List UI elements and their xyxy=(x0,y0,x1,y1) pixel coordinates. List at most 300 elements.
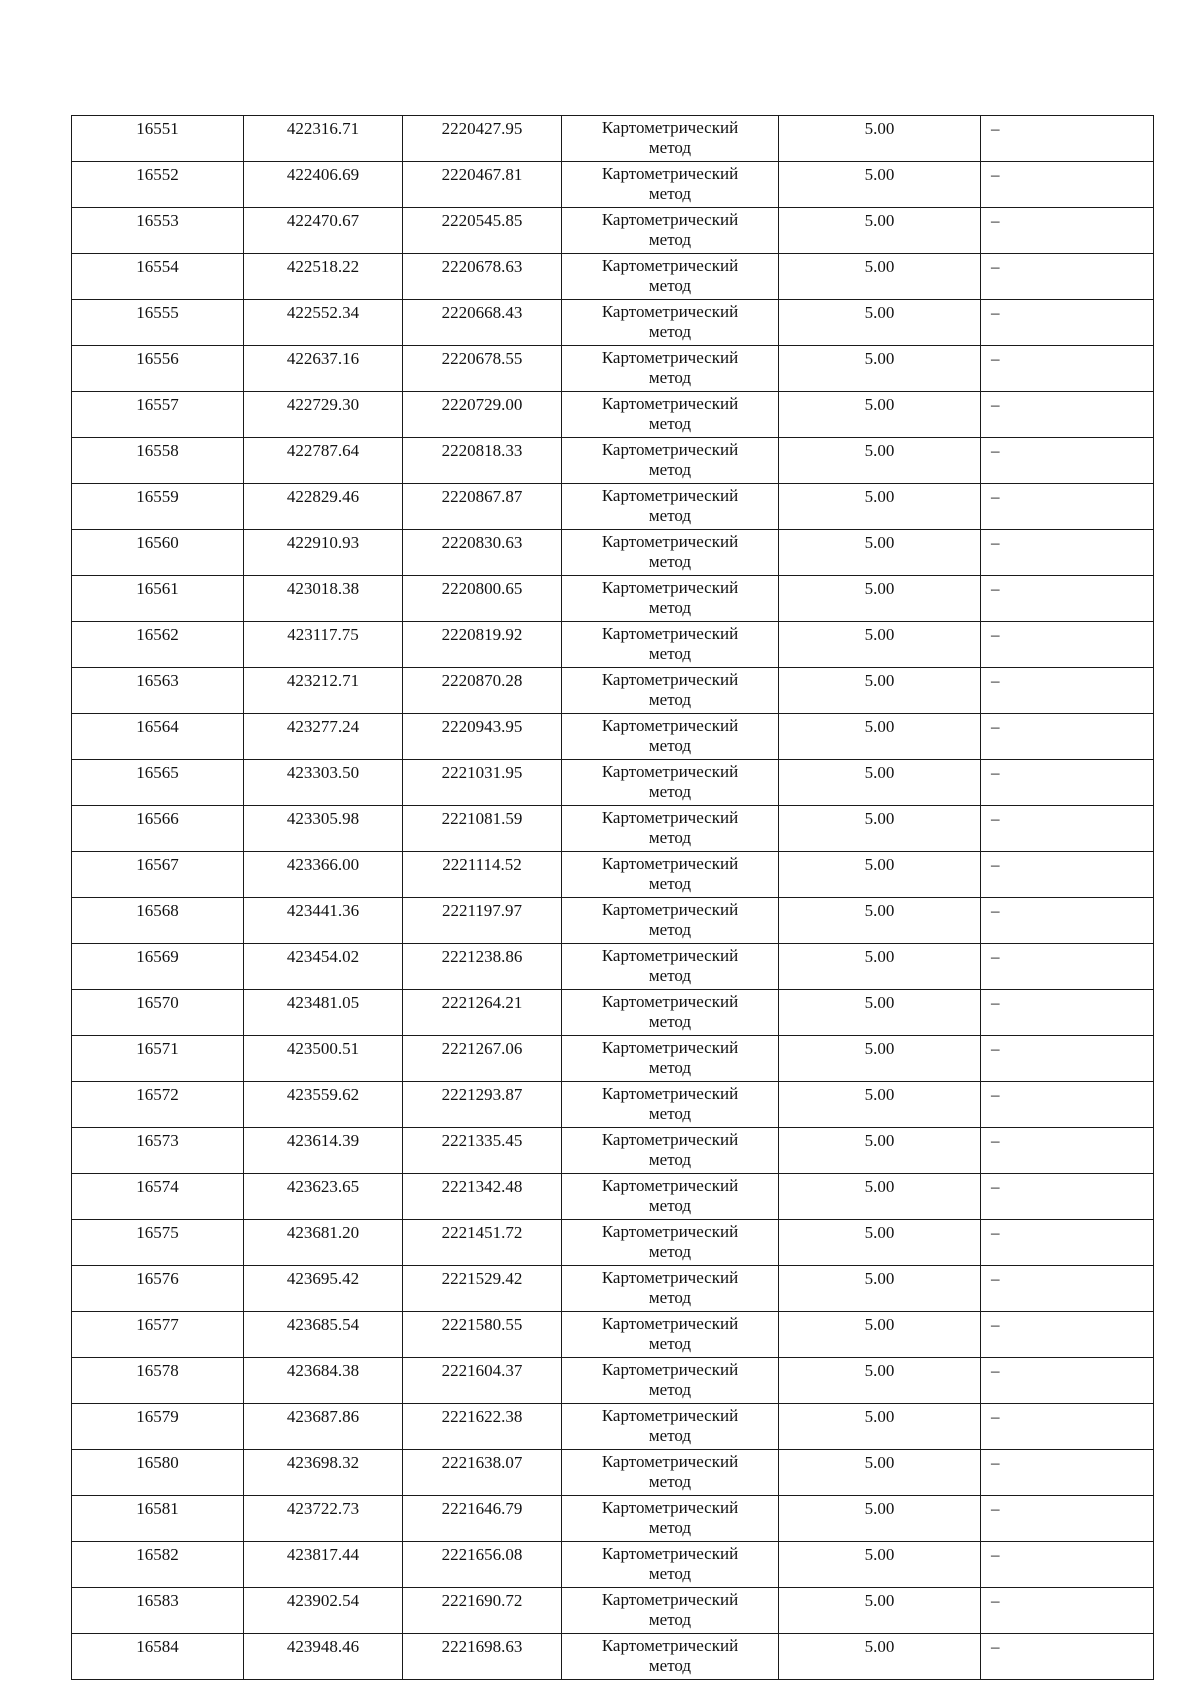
x-coordinate-cell: 423441.36 xyxy=(244,898,403,944)
y-coordinate-cell: 2221690.72 xyxy=(403,1588,562,1634)
point-number-cell: 16576 xyxy=(72,1266,244,1312)
table-row xyxy=(72,1128,1154,1174)
point-number-cell: 16584 xyxy=(72,1634,244,1680)
x-coordinate-cell: 423681.20 xyxy=(244,1220,403,1266)
table-row xyxy=(72,990,1154,1036)
method-line-1: Картометрический xyxy=(601,1038,739,1057)
method-line-2: метод xyxy=(648,138,692,157)
method-line-1: Картометрический xyxy=(601,946,739,965)
point-number-cell: 16560 xyxy=(72,530,244,576)
method-line-2: метод xyxy=(648,230,692,249)
method-line-2: метод xyxy=(648,1104,692,1123)
table-row xyxy=(72,1174,1154,1220)
x-coordinate-cell: 423902.54 xyxy=(244,1588,403,1634)
table-row xyxy=(72,530,1154,576)
accuracy-cell: 5.00 xyxy=(779,346,981,392)
method-line-2: метод xyxy=(648,1426,692,1445)
point-number-cell: 16569 xyxy=(72,944,244,990)
note-cell: – xyxy=(981,1404,1154,1450)
method-line-1: Картометрический xyxy=(601,1544,739,1563)
accuracy-cell: 5.00 xyxy=(779,1450,981,1496)
x-coordinate-cell: 423481.05 xyxy=(244,990,403,1036)
note-cell: – xyxy=(981,898,1154,944)
x-coordinate-cell: 423212.71 xyxy=(244,668,403,714)
y-coordinate-cell: 2220867.87 xyxy=(403,484,562,530)
point-number-cell: 16572 xyxy=(72,1082,244,1128)
table-row xyxy=(72,346,1154,392)
x-coordinate-cell: 422470.67 xyxy=(244,208,403,254)
method-line-2: метод xyxy=(648,782,692,801)
accuracy-cell: 5.00 xyxy=(779,852,981,898)
point-number-cell: 16568 xyxy=(72,898,244,944)
method-line-1: Картометрический xyxy=(601,532,739,551)
y-coordinate-cell: 2221451.72 xyxy=(403,1220,562,1266)
x-coordinate-cell: 422829.46 xyxy=(244,484,403,530)
y-coordinate-cell: 2221580.55 xyxy=(403,1312,562,1358)
note-cell: – xyxy=(981,1634,1154,1680)
method-cell xyxy=(562,1588,779,1634)
y-coordinate-cell: 2221646.79 xyxy=(403,1496,562,1542)
x-coordinate-cell: 422637.16 xyxy=(244,346,403,392)
accuracy-cell: 5.00 xyxy=(779,392,981,438)
y-coordinate-cell: 2220870.28 xyxy=(403,668,562,714)
accuracy-cell: 5.00 xyxy=(779,1312,981,1358)
method-line-1: Картометрический xyxy=(601,256,739,275)
method-cell xyxy=(562,1450,779,1496)
note-cell: – xyxy=(981,760,1154,806)
y-coordinate-cell: 2221335.45 xyxy=(403,1128,562,1174)
table-row xyxy=(72,438,1154,484)
table-row xyxy=(72,714,1154,760)
y-coordinate-cell: 2221698.63 xyxy=(403,1634,562,1680)
table-row xyxy=(72,1220,1154,1266)
method-line-2: метод xyxy=(648,1058,692,1077)
method-line-1: Картометрический xyxy=(601,716,739,735)
note-cell: – xyxy=(981,806,1154,852)
method-cell xyxy=(562,300,779,346)
method-cell xyxy=(562,1220,779,1266)
accuracy-cell: 5.00 xyxy=(779,714,981,760)
point-number-cell: 16558 xyxy=(72,438,244,484)
note-cell: – xyxy=(981,944,1154,990)
y-coordinate-cell: 2220943.95 xyxy=(403,714,562,760)
method-line-2: метод xyxy=(648,874,692,893)
y-coordinate-cell: 2221529.42 xyxy=(403,1266,562,1312)
method-line-2: метод xyxy=(648,414,692,433)
x-coordinate-cell: 423623.65 xyxy=(244,1174,403,1220)
method-cell xyxy=(562,484,779,530)
table-row xyxy=(72,254,1154,300)
table-row xyxy=(72,852,1154,898)
method-line-2: метод xyxy=(648,1196,692,1215)
note-cell: – xyxy=(981,1082,1154,1128)
method-line-2: метод xyxy=(648,966,692,985)
point-number-cell: 16575 xyxy=(72,1220,244,1266)
method-cell xyxy=(562,392,779,438)
x-coordinate-cell: 423559.62 xyxy=(244,1082,403,1128)
x-coordinate-cell: 423117.75 xyxy=(244,622,403,668)
point-number-cell: 16578 xyxy=(72,1358,244,1404)
table-row xyxy=(72,1634,1154,1680)
accuracy-cell: 5.00 xyxy=(779,438,981,484)
method-cell xyxy=(562,576,779,622)
note-cell: – xyxy=(981,484,1154,530)
method-line-1: Картометрический xyxy=(601,302,739,321)
method-cell xyxy=(562,1358,779,1404)
table-row xyxy=(72,898,1154,944)
y-coordinate-cell: 2221638.07 xyxy=(403,1450,562,1496)
method-line-1: Картометрический xyxy=(601,900,739,919)
y-coordinate-cell: 2221342.48 xyxy=(403,1174,562,1220)
method-line-2: метод xyxy=(648,368,692,387)
method-cell xyxy=(562,1404,779,1450)
table-row xyxy=(72,208,1154,254)
y-coordinate-cell: 2220800.65 xyxy=(403,576,562,622)
x-coordinate-cell: 423684.38 xyxy=(244,1358,403,1404)
x-coordinate-cell: 423305.98 xyxy=(244,806,403,852)
method-cell xyxy=(562,162,779,208)
accuracy-cell: 5.00 xyxy=(779,1266,981,1312)
x-coordinate-cell: 422316.71 xyxy=(244,116,403,162)
note-cell: – xyxy=(981,1542,1154,1588)
point-number-cell: 16566 xyxy=(72,806,244,852)
point-number-cell: 16573 xyxy=(72,1128,244,1174)
method-line-2: метод xyxy=(648,506,692,525)
x-coordinate-cell: 423817.44 xyxy=(244,1542,403,1588)
x-coordinate-cell: 422910.93 xyxy=(244,530,403,576)
method-cell xyxy=(562,852,779,898)
method-line-1: Картометрический xyxy=(601,1176,739,1195)
x-coordinate-cell: 423277.24 xyxy=(244,714,403,760)
note-cell: – xyxy=(981,1220,1154,1266)
method-cell xyxy=(562,1036,779,1082)
x-coordinate-cell: 423500.51 xyxy=(244,1036,403,1082)
method-line-1: Картометрический xyxy=(601,440,739,459)
accuracy-cell: 5.00 xyxy=(779,1588,981,1634)
note-cell: – xyxy=(981,576,1154,622)
y-coordinate-cell: 2220830.63 xyxy=(403,530,562,576)
method-cell xyxy=(562,346,779,392)
method-line-1: Картометрический xyxy=(601,1498,739,1517)
y-coordinate-cell: 2220467.81 xyxy=(403,162,562,208)
point-number-cell: 16551 xyxy=(72,116,244,162)
note-cell: – xyxy=(981,530,1154,576)
point-number-cell: 16565 xyxy=(72,760,244,806)
x-coordinate-cell: 423614.39 xyxy=(244,1128,403,1174)
method-cell xyxy=(562,1128,779,1174)
method-line-1: Картометрический xyxy=(601,1084,739,1103)
method-cell xyxy=(562,116,779,162)
x-coordinate-cell: 422787.64 xyxy=(244,438,403,484)
method-line-1: Картометрический xyxy=(601,578,739,597)
method-line-2: метод xyxy=(648,460,692,479)
method-line-1: Картометрический xyxy=(601,1590,739,1609)
accuracy-cell: 5.00 xyxy=(779,1634,981,1680)
table-row xyxy=(72,806,1154,852)
point-number-cell: 16570 xyxy=(72,990,244,1036)
note-cell: – xyxy=(981,1312,1154,1358)
note-cell: – xyxy=(981,852,1154,898)
point-number-cell: 16577 xyxy=(72,1312,244,1358)
method-line-1: Картометрический xyxy=(601,348,739,367)
point-number-cell: 16559 xyxy=(72,484,244,530)
y-coordinate-cell: 2221622.38 xyxy=(403,1404,562,1450)
coordinates-table xyxy=(71,115,1154,1680)
table-row xyxy=(72,484,1154,530)
method-line-2: метод xyxy=(648,644,692,663)
method-cell xyxy=(562,530,779,576)
accuracy-cell: 5.00 xyxy=(779,254,981,300)
table-row xyxy=(72,1404,1154,1450)
method-line-1: Картометрический xyxy=(601,486,739,505)
note-cell: – xyxy=(981,1036,1154,1082)
point-number-cell: 16564 xyxy=(72,714,244,760)
x-coordinate-cell: 422552.34 xyxy=(244,300,403,346)
accuracy-cell: 5.00 xyxy=(779,484,981,530)
note-cell: – xyxy=(981,300,1154,346)
y-coordinate-cell: 2220678.63 xyxy=(403,254,562,300)
accuracy-cell: 5.00 xyxy=(779,622,981,668)
method-line-1: Картометрический xyxy=(601,992,739,1011)
y-coordinate-cell: 2221656.08 xyxy=(403,1542,562,1588)
table-row xyxy=(72,300,1154,346)
y-coordinate-cell: 2220819.92 xyxy=(403,622,562,668)
accuracy-cell: 5.00 xyxy=(779,1220,981,1266)
note-cell: – xyxy=(981,1588,1154,1634)
table-row xyxy=(72,116,1154,162)
x-coordinate-cell: 422406.69 xyxy=(244,162,403,208)
y-coordinate-cell: 2221264.21 xyxy=(403,990,562,1036)
note-cell: – xyxy=(981,116,1154,162)
method-cell xyxy=(562,944,779,990)
note-cell: – xyxy=(981,1266,1154,1312)
method-line-1: Картометрический xyxy=(601,1314,739,1333)
x-coordinate-cell: 423303.50 xyxy=(244,760,403,806)
note-cell: – xyxy=(981,1450,1154,1496)
y-coordinate-cell: 2221114.52 xyxy=(403,852,562,898)
y-coordinate-cell: 2221267.06 xyxy=(403,1036,562,1082)
accuracy-cell: 5.00 xyxy=(779,898,981,944)
accuracy-cell: 5.00 xyxy=(779,530,981,576)
table-row xyxy=(72,162,1154,208)
y-coordinate-cell: 2221081.59 xyxy=(403,806,562,852)
method-cell xyxy=(562,898,779,944)
method-line-1: Картометрический xyxy=(601,118,739,137)
method-line-1: Картометрический xyxy=(601,1452,739,1471)
accuracy-cell: 5.00 xyxy=(779,1358,981,1404)
accuracy-cell: 5.00 xyxy=(779,116,981,162)
method-line-1: Картометрический xyxy=(601,210,739,229)
method-line-2: метод xyxy=(648,322,692,341)
method-line-2: метод xyxy=(648,276,692,295)
method-cell xyxy=(562,438,779,484)
method-line-2: метод xyxy=(648,1610,692,1629)
accuracy-cell: 5.00 xyxy=(779,1128,981,1174)
method-line-2: метод xyxy=(648,1472,692,1491)
note-cell: – xyxy=(981,1174,1154,1220)
accuracy-cell: 5.00 xyxy=(779,300,981,346)
y-coordinate-cell: 2220668.43 xyxy=(403,300,562,346)
method-line-1: Картометрический xyxy=(601,854,739,873)
accuracy-cell: 5.00 xyxy=(779,576,981,622)
point-number-cell: 16571 xyxy=(72,1036,244,1082)
note-cell: – xyxy=(981,392,1154,438)
accuracy-cell: 5.00 xyxy=(779,1496,981,1542)
table-row xyxy=(72,1266,1154,1312)
method-line-1: Картометрический xyxy=(601,394,739,413)
accuracy-cell: 5.00 xyxy=(779,990,981,1036)
accuracy-cell: 5.00 xyxy=(779,806,981,852)
method-cell xyxy=(562,990,779,1036)
method-cell xyxy=(562,760,779,806)
y-coordinate-cell: 2220678.55 xyxy=(403,346,562,392)
method-cell xyxy=(562,1174,779,1220)
table-row xyxy=(72,622,1154,668)
method-line-1: Картометрический xyxy=(601,624,739,643)
note-cell: – xyxy=(981,714,1154,760)
method-cell xyxy=(562,208,779,254)
y-coordinate-cell: 2220818.33 xyxy=(403,438,562,484)
method-cell xyxy=(562,1082,779,1128)
method-line-2: метод xyxy=(648,552,692,571)
point-number-cell: 16574 xyxy=(72,1174,244,1220)
method-cell xyxy=(562,1312,779,1358)
note-cell: – xyxy=(981,1358,1154,1404)
note-cell: – xyxy=(981,1128,1154,1174)
note-cell: – xyxy=(981,438,1154,484)
method-line-2: метод xyxy=(648,1518,692,1537)
method-cell xyxy=(562,714,779,760)
method-line-2: метод xyxy=(648,184,692,203)
note-cell: – xyxy=(981,208,1154,254)
accuracy-cell: 5.00 xyxy=(779,1036,981,1082)
method-cell xyxy=(562,1634,779,1680)
table-row xyxy=(72,668,1154,714)
x-coordinate-cell: 423018.38 xyxy=(244,576,403,622)
point-number-cell: 16579 xyxy=(72,1404,244,1450)
method-line-1: Картометрический xyxy=(601,1222,739,1241)
x-coordinate-cell: 423685.54 xyxy=(244,1312,403,1358)
method-line-2: метод xyxy=(648,736,692,755)
y-coordinate-cell: 2220545.85 xyxy=(403,208,562,254)
table-row xyxy=(72,1036,1154,1082)
y-coordinate-cell: 2221238.86 xyxy=(403,944,562,990)
y-coordinate-cell: 2221197.97 xyxy=(403,898,562,944)
table-row xyxy=(72,1358,1154,1404)
method-line-2: метод xyxy=(648,1334,692,1353)
x-coordinate-cell: 423454.02 xyxy=(244,944,403,990)
method-line-2: метод xyxy=(648,1380,692,1399)
method-line-1: Картометрический xyxy=(601,164,739,183)
x-coordinate-cell: 423687.86 xyxy=(244,1404,403,1450)
method-cell xyxy=(562,668,779,714)
accuracy-cell: 5.00 xyxy=(779,1082,981,1128)
method-line-2: метод xyxy=(648,1242,692,1261)
point-number-cell: 16552 xyxy=(72,162,244,208)
point-number-cell: 16567 xyxy=(72,852,244,898)
note-cell: – xyxy=(981,668,1154,714)
accuracy-cell: 5.00 xyxy=(779,944,981,990)
table-row xyxy=(72,1450,1154,1496)
point-number-cell: 16556 xyxy=(72,346,244,392)
note-cell: – xyxy=(981,622,1154,668)
point-number-cell: 16580 xyxy=(72,1450,244,1496)
method-cell xyxy=(562,622,779,668)
method-line-2: метод xyxy=(648,690,692,709)
point-number-cell: 16563 xyxy=(72,668,244,714)
point-number-cell: 16582 xyxy=(72,1542,244,1588)
method-line-1: Картометрический xyxy=(601,808,739,827)
point-number-cell: 16553 xyxy=(72,208,244,254)
accuracy-cell: 5.00 xyxy=(779,760,981,806)
accuracy-cell: 5.00 xyxy=(779,162,981,208)
table-row xyxy=(72,1496,1154,1542)
method-cell xyxy=(562,1542,779,1588)
x-coordinate-cell: 423695.42 xyxy=(244,1266,403,1312)
table-row xyxy=(72,760,1154,806)
accuracy-cell: 5.00 xyxy=(779,1542,981,1588)
point-number-cell: 16554 xyxy=(72,254,244,300)
method-line-2: метод xyxy=(648,1564,692,1583)
point-number-cell: 16555 xyxy=(72,300,244,346)
coordinates-table-body xyxy=(72,116,1154,1680)
accuracy-cell: 5.00 xyxy=(779,668,981,714)
method-line-2: метод xyxy=(648,1150,692,1169)
method-line-1: Картометрический xyxy=(601,762,739,781)
accuracy-cell: 5.00 xyxy=(779,208,981,254)
x-coordinate-cell: 423366.00 xyxy=(244,852,403,898)
method-cell xyxy=(562,806,779,852)
table-row xyxy=(72,1542,1154,1588)
x-coordinate-cell: 423698.32 xyxy=(244,1450,403,1496)
point-number-cell: 16557 xyxy=(72,392,244,438)
method-line-1: Картометрический xyxy=(601,1360,739,1379)
method-line-2: метод xyxy=(648,1012,692,1031)
note-cell: – xyxy=(981,1496,1154,1542)
table-row xyxy=(72,576,1154,622)
point-number-cell: 16562 xyxy=(72,622,244,668)
method-line-1: Картометрический xyxy=(601,1268,739,1287)
method-line-1: Картометрический xyxy=(601,1406,739,1425)
method-line-2: метод xyxy=(648,828,692,847)
table-row xyxy=(72,944,1154,990)
point-number-cell: 16581 xyxy=(72,1496,244,1542)
note-cell: – xyxy=(981,254,1154,300)
table-row xyxy=(72,392,1154,438)
accuracy-cell: 5.00 xyxy=(779,1404,981,1450)
table-row xyxy=(72,1312,1154,1358)
method-line-2: метод xyxy=(648,1288,692,1307)
y-coordinate-cell: 2221293.87 xyxy=(403,1082,562,1128)
method-cell xyxy=(562,254,779,300)
y-coordinate-cell: 2221604.37 xyxy=(403,1358,562,1404)
x-coordinate-cell: 423948.46 xyxy=(244,1634,403,1680)
y-coordinate-cell: 2221031.95 xyxy=(403,760,562,806)
note-cell: – xyxy=(981,162,1154,208)
method-line-2: метод xyxy=(648,598,692,617)
y-coordinate-cell: 2220729.00 xyxy=(403,392,562,438)
method-cell xyxy=(562,1266,779,1312)
method-line-1: Картометрический xyxy=(601,670,739,689)
table-row xyxy=(72,1588,1154,1634)
method-line-2: метод xyxy=(648,920,692,939)
x-coordinate-cell: 422518.22 xyxy=(244,254,403,300)
method-line-1: Картометрический xyxy=(601,1130,739,1149)
point-number-cell: 16583 xyxy=(72,1588,244,1634)
method-cell xyxy=(562,1496,779,1542)
x-coordinate-cell: 422729.30 xyxy=(244,392,403,438)
table-row xyxy=(72,1082,1154,1128)
